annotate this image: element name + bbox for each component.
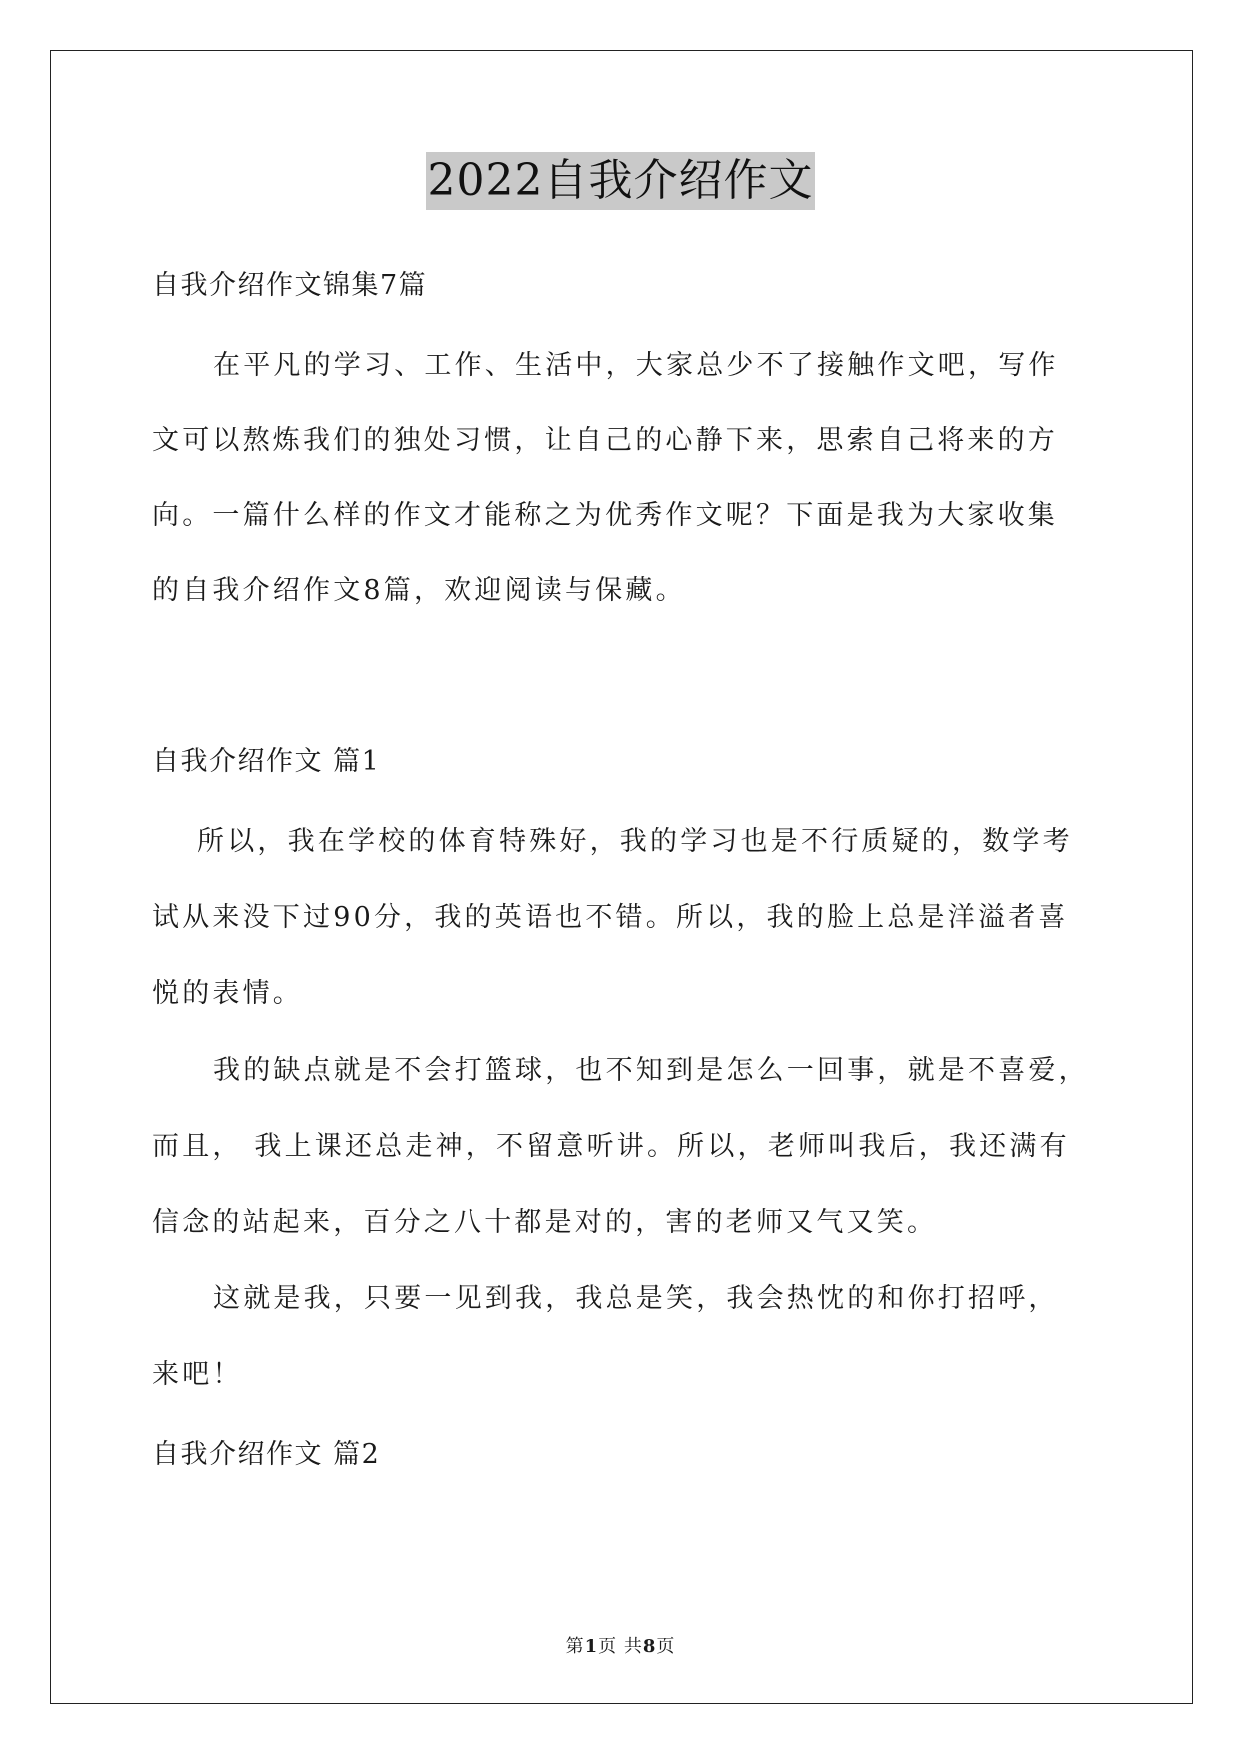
title-container	[0, 152, 1241, 210]
page-footer	[0, 1632, 1241, 1658]
body-line: 所以，我在学校的体育特殊好，我的学习也是不行质疑的，数学考	[197, 826, 1073, 857]
body-line: 而且， 我上课还总走神，不留意听讲。所以，老师叫我后，我还满有	[152, 1131, 1070, 1162]
footer-prefix: 第	[565, 1636, 585, 1657]
intro-line: 文可以熬炼我们的独处习惯，让自己的心静下来，思索自己将来的方	[152, 425, 1058, 456]
intro-line: 向。一篇什么样的作文才能称之为优秀作文呢？下面是我为大家收集	[152, 500, 1058, 531]
body-line: 我的缺点就是不会打篮球，也不知到是怎么一回事，就是不喜爱，	[213, 1055, 1089, 1086]
body-line: 试从来没下过90分，我的英语也不错。所以，我的脸上总是洋溢者喜	[152, 902, 1069, 933]
body-line: 来吧！	[152, 1359, 243, 1390]
footer-suffix: 页	[656, 1636, 676, 1657]
footer-mid: 页 共	[598, 1636, 643, 1657]
intro-line: 在平凡的学习、工作、生活中，大家总少不了接触作文吧，写作	[213, 350, 1059, 381]
subtitle: 自我介绍作文锦集7篇	[152, 270, 428, 301]
body-line: 信念的站起来，百分之八十都是对的，害的老师又气又笑。	[152, 1207, 938, 1238]
footer-current-page: 1	[584, 1636, 599, 1657]
footer-total-pages: 8	[642, 1636, 657, 1657]
section-heading: 自我介绍作文 篇2	[152, 1439, 381, 1470]
body-line: 这就是我，只要一见到我，我总是笑，我会热忱的和你打招呼，	[213, 1283, 1059, 1314]
document-title: 2022自我介绍作文	[426, 152, 816, 210]
section-heading: 自我介绍作文 篇1	[152, 746, 381, 777]
body-line: 悦的表情。	[152, 978, 303, 1009]
intro-line: 的自我介绍作文8篇，欢迎阅读与保藏。	[152, 575, 686, 606]
